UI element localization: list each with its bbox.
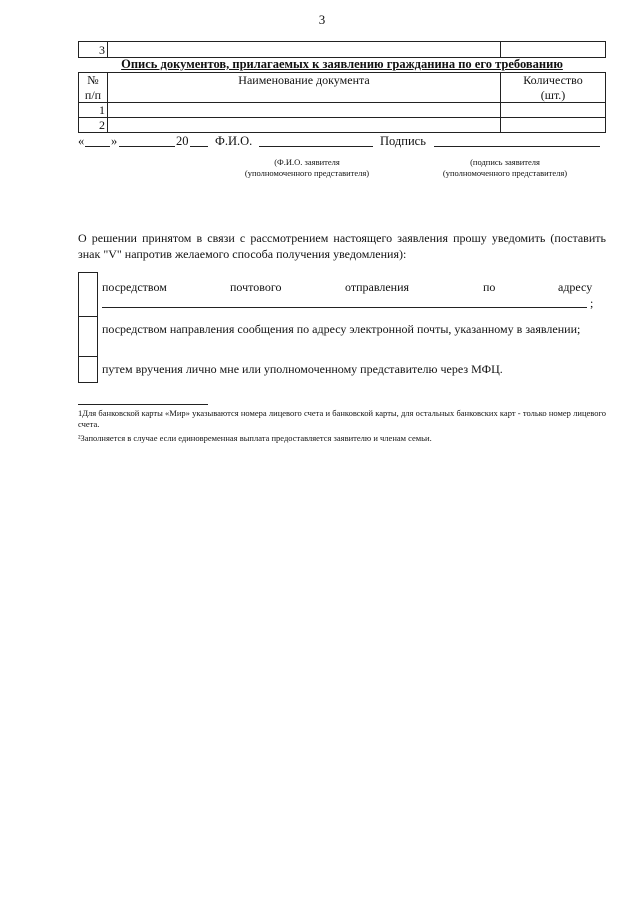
quantity-cell[interactable] [501,103,606,118]
inventory-table [78,72,606,133]
close-quote: » [111,134,118,148]
document-name-cell[interactable] [108,118,501,133]
col-header-name: Наименование документа [108,73,501,103]
col-header-quantity-line2: (шт.) [540,88,566,102]
quantity-cell[interactable] [501,118,606,133]
word: посредством [102,279,167,294]
col-header-quantity [501,73,606,103]
fio-hint-line2: (уполномоченного представителя) [244,168,370,178]
col-header-number [79,73,108,103]
sign-hint-line1: (подпись заявителя [470,157,540,167]
option-row-personal [79,357,606,383]
table-row [79,118,606,133]
row-cell[interactable] [108,42,501,58]
checkbox-email[interactable] [79,317,98,357]
row-number: 2 [79,118,108,133]
row-number: 1 [79,103,108,118]
open-quote: « [78,134,85,148]
inventory-title: Опись документов, прилагаемых к заявлению гражданина по его требованию [121,57,563,71]
row-cell[interactable] [501,42,606,58]
sign-label: Подпись [380,134,426,148]
word: почтового [230,279,282,294]
notification-options [78,272,606,383]
table-row [79,103,606,118]
signature-line [78,134,608,150]
year-field[interactable] [190,146,208,147]
fio-field[interactable] [259,146,373,147]
word: отправления [345,279,410,294]
option-personal: путем вручения лично мне или уполномоченному представителю через МФЦ. [102,361,503,376]
fio-hint [232,157,382,179]
signature-field[interactable] [434,146,600,147]
decision-text: О решении принятом в связи с рассмотрением настоящего заявления прошу уведомить (поставить знак "V" напротив желаемого способа получения уведомления): [78,231,606,261]
semicolon: ; [590,295,594,310]
footnote-separator [78,404,208,405]
sign-hint [425,157,585,179]
footnote-1: 1Для банковской карты «Мир» указываются номера лицевого счета и банковской карты, для остальных банковских карт - только номер лицевого счета. [78,408,606,429]
col-header-number-line1: № [87,73,99,87]
option-row-post [79,273,606,317]
month-field[interactable] [119,146,175,147]
col-header-number-line2: п/п [84,88,102,102]
year-prefix: 20 [176,134,189,148]
fio-hint-line1: (Ф.И.О. заявителя [274,157,340,167]
checkbox-personal[interactable] [79,357,98,383]
page-number: 3 [318,12,326,27]
previous-table-row [78,41,606,58]
sign-hint-line2: (уполномоченного представителя) [442,168,568,178]
word: по [483,279,496,294]
address-line [102,295,605,311]
fio-label: Ф.И.О. [215,134,253,148]
document-name-cell[interactable] [108,103,501,118]
option-email: посредством направления сообщения по адресу электронной почты, указанному в заявлении; [102,321,581,336]
option-row-email [79,317,606,357]
col-header-quantity-line1: Количество [523,73,583,87]
footnote-2: ²Заполняется в случае если единовременная выплата предоставляется заявителю и членам семьи. [78,433,432,443]
day-field[interactable] [85,146,110,147]
row-number: 3 [79,42,108,58]
word: адресу [558,279,593,294]
option-post-text [102,279,605,295]
option-post [98,273,606,317]
address-field[interactable] [102,307,587,308]
checkbox-post[interactable] [79,273,98,317]
